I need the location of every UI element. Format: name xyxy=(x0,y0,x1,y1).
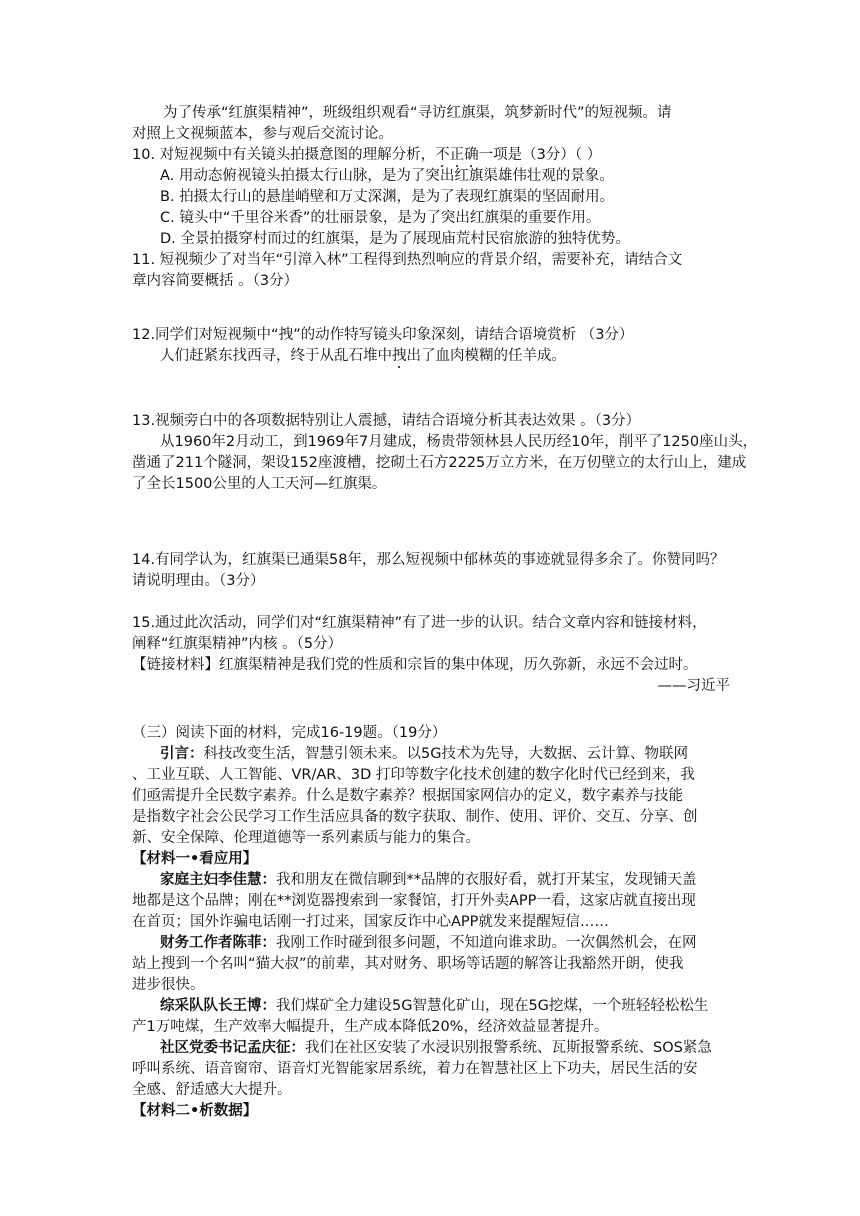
p2-text-1: 我刚工作时碰到很多问题，不知道向谁求助。一次偶然机会，在网 xyxy=(276,935,697,951)
section-3-intro-3: 们亟需提升全民数字素养。什么是数字素养？根据国家网信办的定义，数字素养与技能 xyxy=(132,788,683,804)
question-11-line-2: 章内容简要概括 。（3分） xyxy=(132,273,299,289)
question-12-line-1: 12.同学们对短视频中“拽”的动作特写镜头印象深刻，请结合语境赏析 （3分） xyxy=(132,327,634,343)
question-13-line-2: 从1960年2月动工，到1969年7月建成，杨贵带领林县人民历经10年，削平了1250座山头， xyxy=(160,434,758,450)
p3-text-1: 我们煤矿全力建设5G智慧化矿山，现在5G挖煤，一个班轻轻松松生 xyxy=(276,998,709,1014)
question-15-line-1: 15.通过此次活动，同学们对“红旗渠精神”有了进一步的认识。结合文章内容和链接材料， xyxy=(132,615,707,631)
question-10-stem xyxy=(132,145,601,165)
material-1-p4-line-3: 全感、舒适感大大提升。 xyxy=(132,1082,292,1098)
material-1-p1-line-2: 地都是这个品牌；刚在**浏览器搜索到一家餐馆，打开外卖APP一看，这家店就直接出现 xyxy=(132,893,696,909)
p4-speaker: 社区党委书记孟庆征： xyxy=(160,1040,305,1056)
q10-option-a: A. 用动态俯视镜头拍摄太行山脉，是为了突出红旗渠雄伟壮观的景象。 xyxy=(160,168,614,184)
material-1-p3-line-1 xyxy=(160,996,708,1016)
intro-line-2: 对照上文视频蓝本，参与观后交流讨论。 xyxy=(132,126,393,142)
question-13-line-1: 13.视频旁白中的各项数据特别让人震撼，请结合语境分析其表达效果 。（3分） xyxy=(132,413,641,429)
q10-option-b: B. 拍摄太行山的悬崖峭壁和万丈深渊，是为了表现红旗渠的坚固耐用。 xyxy=(160,189,615,205)
intro-text-1: 科技改变生活，智慧引领未来。以5G技术为先导，大数据、云计算、物联网 xyxy=(203,746,688,762)
section-3-intro-1 xyxy=(160,744,688,764)
material-1-p2-line-2: 站上搜到一个名叫“猫大叔”的前辈，其对财务、职场等话题的解答让我豁然开朗，使我 xyxy=(132,956,684,972)
q10-emphasis-3: 确 xyxy=(464,147,479,163)
question-12-line-2 xyxy=(160,346,566,366)
material-1-p1-line-1 xyxy=(160,870,697,890)
q12-emphasis: 拽 xyxy=(392,348,407,364)
section-3-intro-4: 是指数字社会公民学习工作生活应具备的数字获取、制作、使用、评价、交互、分享、创 xyxy=(132,809,698,825)
material-1-title: 【材料一•看应用】 xyxy=(132,851,258,867)
q12-quote-b: 出了血肉模糊的任羊成。 xyxy=(406,348,566,364)
material-1-p2-line-1 xyxy=(160,933,697,953)
q10-stem-a: 10. 对短视频中有关镜头拍摄意图的理解分析， xyxy=(132,147,436,163)
intro-label: 引言： xyxy=(160,746,204,762)
section-3-intro-2: 、工业互联、人工智能、VR/AR、3D 打印等数字化技术创建的数字化时代已经到来，我 xyxy=(132,767,695,783)
material-1-p2-line-3: 进步很快。 xyxy=(132,977,205,993)
material-1-p4-line-2: 呼叫系统、语音窗帘、语音灯光智能家居系统，着力在智慧社区上下功夫，居民生活的安 xyxy=(132,1061,698,1077)
material-2-title: 【材料二•析数据】 xyxy=(132,1103,258,1119)
q10-emphasis-2: 正 xyxy=(449,147,465,163)
question-11-line-1: 11. 短视频少了对当年“引漳入林”工程得到热烈响应的背景介绍，需要补充，请结合文 xyxy=(132,252,683,268)
question-15-line-2: 阐释“红旗渠精神”内核 。（5分） xyxy=(132,636,343,652)
section-3-title: （三）阅读下面的材料，完成16-19题。（19分） xyxy=(132,725,447,741)
signature: ——习近平 xyxy=(657,678,730,694)
q10-stem-b: 一项是（3分）（ ） xyxy=(478,147,602,163)
question-14-line-1: 14.有同学认为，红旗渠已通渠58年，那么短视频中郁林英的事迹就显得多余了。你赞同吗？ xyxy=(132,552,725,568)
p1-text-1: 我和朋友在微信聊到**品牌的衣服好看，就打开某宝，发现铺天盖 xyxy=(276,872,697,888)
material-1-p4-line-1 xyxy=(160,1038,712,1058)
p1-speaker: 家庭主妇李佳慧： xyxy=(160,872,276,888)
material-1-p1-line-3: 在首页；国外诈骗电话刚一打过来，国家反诈中心APP就发来提醒短信…… xyxy=(132,914,609,930)
intro-line-1: 为了传承“红旗渠精神”，班级组织观看“寻访红旗渠，筑梦新时代”的短视频。请 xyxy=(163,105,672,121)
p4-text-1: 我们在社区安装了水浸识别报警系统、瓦斯报警系统、SOS紧急 xyxy=(305,1040,712,1056)
q10-emphasis-1: 不 xyxy=(435,147,450,163)
section-3-intro-5: 新、安全保障、伦理道德等一系列素质与能力的集合。 xyxy=(132,830,480,846)
question-13-line-4: 了全长1500公里的人工天河—红旗渠。 xyxy=(132,476,387,492)
question-14-line-2: 请说明理由。（3分） xyxy=(132,573,265,589)
p3-speaker: 综采队队长王博： xyxy=(160,998,276,1014)
question-13-line-3: 凿通了211个隧洞，架设152座渡槽，挖砌土石方2225万立方米，在万仞壁立的太行山上，建成 xyxy=(132,455,747,471)
material-1-p3-line-2: 产1万吨煤，生产效率大幅提升，生产成本降低20%，经济效益显著提升。 xyxy=(132,1019,609,1035)
q10-option-c: C. 镜头中“千里谷米香”的壮丽景象，是为了突出红旗渠的重要作用。 xyxy=(160,210,601,226)
q10-option-d: D. 全景拍摄穿村而过的红旗渠，是为了展现庙荒村民宿旅游的独特优势。 xyxy=(160,231,630,247)
link-material: 【链接材料】红旗渠精神是我们党的性质和宗旨的集中体现，历久弥新，永远不会过时。 xyxy=(132,657,698,673)
p2-speaker: 财务工作者陈菲： xyxy=(160,935,276,951)
q12-quote-a: 人们赶紧东找西寻，终于从乱石堆中 xyxy=(160,348,392,364)
